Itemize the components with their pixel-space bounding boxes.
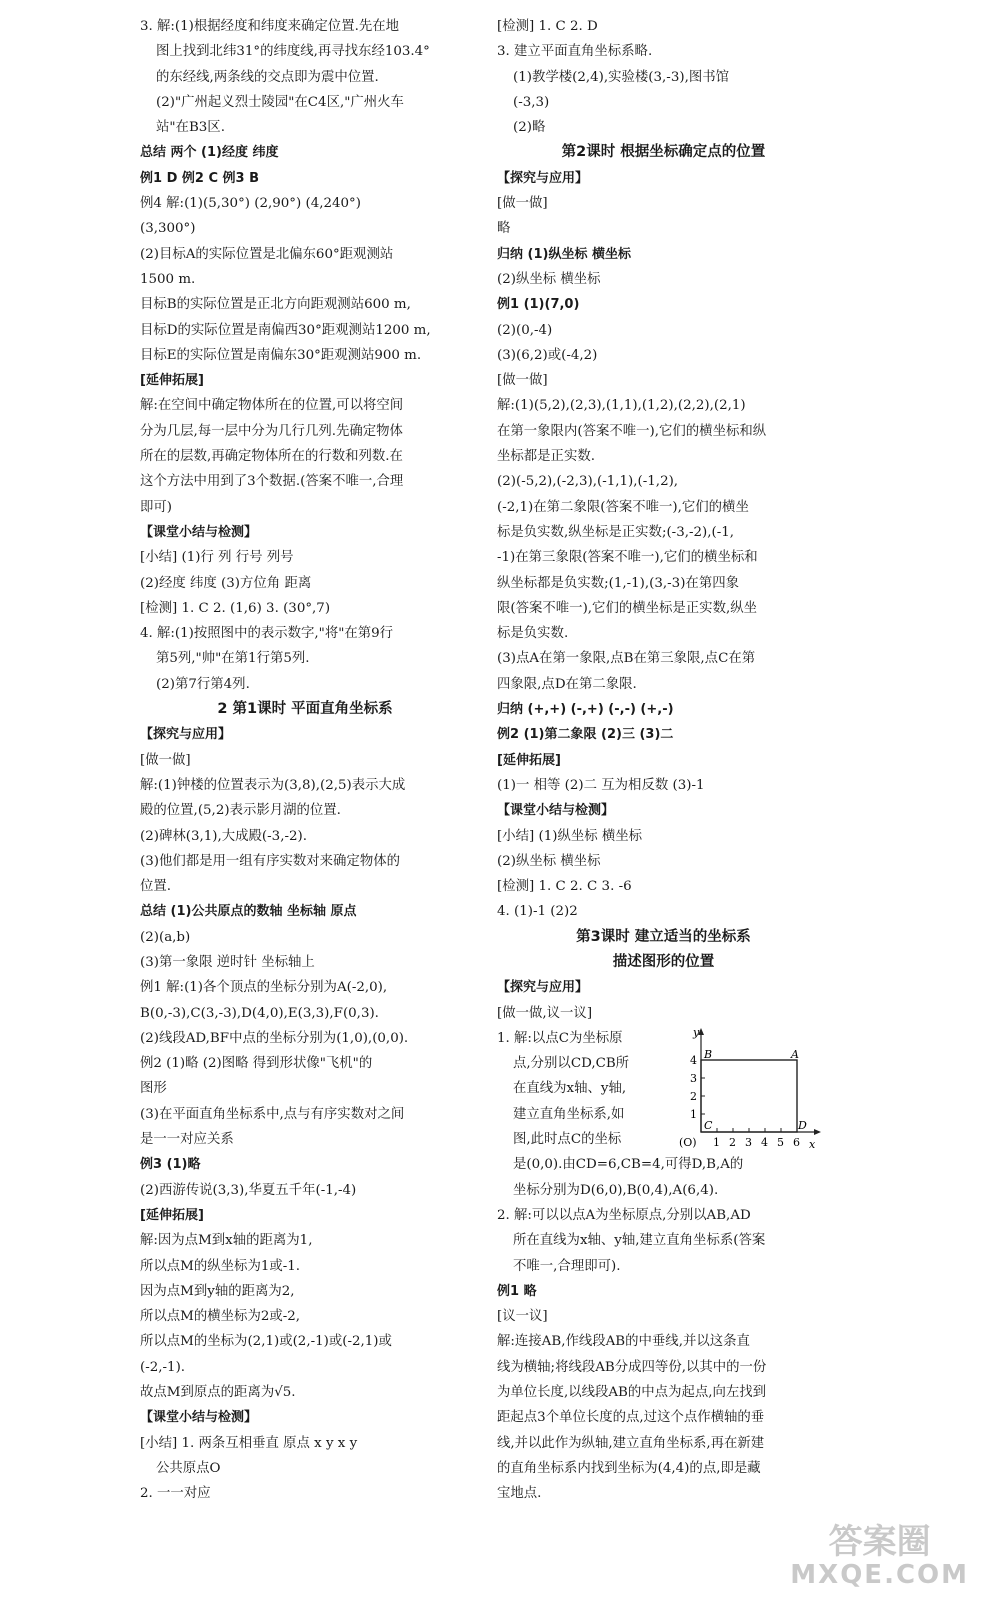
text-line: (3)在平面直角坐标系中,点与有序实数对之间 [140,1106,405,1122]
text-line: 图上找到北纬31°的纬度线,再寻找东经103.4° [156,44,430,60]
point-A-label: A [791,1047,799,1061]
text-line: 3. 解:(1)根据经度和纬度来确定位置.先在地 [140,19,400,34]
text-line: 在第一象限内(答案不唯一),它们的横坐标和纵 [497,423,767,439]
text-line: (2)纵坐标 横坐标 [497,271,601,287]
text-line: 总结 (1)公共原点的数轴 坐标轴 原点 [140,904,357,920]
text-line: 4. 解:(1)按照图中的表示数字,"将"在第9行 [140,626,394,642]
x-axis-arrow [814,1129,821,1135]
text-line: [小结] (1)纵坐标 横坐标 [497,828,643,844]
text-line: (2)碑林(3,1),大成殿(-3,-2). [140,828,307,844]
text-line: 坐标都是正实数. [497,449,595,465]
text-line: 殿的位置,(5,2)表示影月湖的位置. [140,803,341,819]
text-line: (3)他们都是用一组有序实数对来确定物体的 [140,853,400,869]
text-line: 3. 建立平面直角坐标系略. [497,44,653,60]
text-line: 例1 (1)(7,0) [497,297,580,313]
text-line: 2. 解:可以以点A为坐标原点,分别以AB,AD [497,1207,751,1223]
text-line: 例4 解:(1)(5,30°) (2,90°) (4,240°) [140,196,361,212]
right-column-top [497,14,830,1026]
text-line: 标是负实数,纵坐标是正实数;(-3,-2),(-1, [497,524,735,540]
text-line: [小结] (1)行 列 行号 列号 [140,550,294,566]
text-line: 限(答案不唯一),它们的横坐标是正实数,纵坐 [497,600,757,616]
text-line: 第5列,"帅"在第1行第5列. [156,651,310,667]
text-line: 图,此时点C的坐标 [513,1132,622,1148]
x-tick-label: 3 [745,1135,752,1149]
y-axis-label: y [693,1025,700,1039]
text-line: 位置. [140,879,172,895]
section-heading: 2 第1课时 平面直角坐标系 [217,701,393,718]
watermark-url: MXQE.COM [790,1560,969,1591]
text-line: 【课堂小结与检测】 [140,1410,258,1426]
text-line: (2)(0,-4) [497,322,553,338]
text-line: (3)第一象限 逆时针 坐标轴上 [140,954,315,970]
text-line: 坐标分别为D(6,0),B(0,4),A(6,4). [513,1182,719,1198]
text-line: 总结 两个 (1)经度 纬度 [140,145,279,161]
y-tick-label: 1 [690,1107,697,1121]
x-tick-label: 4 [761,1135,768,1149]
text-line: 2. 一一对应 [140,1486,211,1502]
text-line: 例3 (1)略 [140,1157,201,1173]
text-line: 标是负实数. [497,626,569,642]
text-line: (2)线段AD,BF中点的坐标分别为(1,0),(0,0). [140,1030,409,1046]
text-line: 目标D的实际位置是南偏西30°距观测站1200 m, [140,322,431,338]
text-line: 1. 解:以点C为坐标原 [497,1030,623,1046]
text-line: 所在的层数,再确定物体所在的行数和列数.在 [140,449,403,465]
y-tick-label: 3 [690,1071,697,1085]
text-line: 所以点M的纵坐标为1或-1. [140,1258,301,1274]
watermark-logo-text: 答案圈 [828,1522,931,1563]
text-line: [做一做,议一议] [497,1005,593,1021]
text-line: 这个方法中用到了3个数据.(答案不唯一,合理 [140,474,404,490]
text-line: 解:因为点M到x轴的距离为1, [140,1233,313,1249]
text-line: 【探究与应用】 [497,170,589,186]
text-line: (-2,-1). [140,1359,186,1375]
text-line: (2)略 [513,120,546,136]
text-line: [检测] 1. C 2. (1,6) 3. (30°,7) [140,600,331,616]
text-line: (2)目标A的实际位置是北偏东60°距观测站 [140,246,394,262]
text-line: 例1 略 [497,1283,537,1299]
y-tick-label: 2 [690,1089,697,1103]
text-line: 的直角坐标系内找到坐标为(4,4)的点,即是藏 [497,1460,761,1476]
text-line: (3)点A在第一象限,点B在第三象限,点C在第 [497,651,756,667]
text-line: (2)(-5,2),(-2,3),(-1,1),(-1,2), [497,474,679,490]
text-line: 线为横轴;将线段AB分成四等份,以其中的一份 [497,1359,767,1375]
point-D-label: D [798,1118,807,1132]
text-line: [延伸拓展] [497,752,561,768]
text-line: [做一做] [140,752,191,768]
text-line: 四象限,点D在第二象限. [497,676,637,692]
text-line: 是(0,0).由CD=6,CB=4,可得D,B,A的 [513,1157,744,1173]
text-line: [检测] 1. C 2. D [497,19,598,34]
text-line: 不唯一,合理即可). [513,1258,621,1274]
text-line: [做一做] [497,373,548,389]
text-line: 在直线为x轴、y轴, [513,1081,627,1097]
text-line: 图形 [140,1081,167,1097]
text-line: [延伸拓展] [140,1207,204,1223]
text-line: 【课堂小结与检测】 [497,803,615,819]
text-line: 【探究与应用】 [497,980,589,996]
text-line: 归纳 (+,+) (-,+) (-,-) (+,-) [497,702,674,718]
text-line: 例1 D 例2 C 例3 B [140,170,260,186]
y-tick-label: 4 [690,1053,697,1067]
text-line: (2)第7行第4列. [156,676,250,692]
text-line: 例2 (1)略 (2)图略 得到形状像"飞机"的 [140,1056,373,1072]
section-heading: 描述图形的位置 [612,953,715,970]
text-line: 分为几层,每一层中分为几行几列.先确定物体 [140,423,403,439]
text-line: 解:(1)(5,2),(2,3),(1,1),(1,2),(2,2),(2,1) [497,398,746,414]
left-column [140,14,470,1507]
text-line: 略 [497,221,511,237]
right-column [497,14,830,1507]
text-line: 为单位长度,以线段AB的中点为起点,向左找到 [497,1385,767,1401]
text-line: (2)西游传说(3,3),华夏五千年(-1,-4) [140,1182,357,1198]
watermark [790,1524,969,1590]
figure-wrapped-text [497,1026,687,1152]
coordinate-figure-block [497,1026,830,1152]
text-line: 目标B的实际位置是正北方向距观测站600 m, [140,297,411,313]
text-line: 解:连接AB,作线段AB的中垂线,并以这条直 [497,1334,750,1350]
x-tick-label: 6 [793,1135,800,1149]
text-line: 的东经线,两条线的交点即为震中位置. [156,69,379,85]
text-line: 点,分别以CD,CB所 [513,1056,630,1072]
text-line: (3,300°) [140,221,196,237]
text-line: (3)(6,2)或(-4,2) [497,347,598,363]
text-line: 纵坐标都是负实数;(1,-1),(3,-3)在第四象 [497,575,739,591]
text-line: [检测] 1. C 2. C 3. -6 [497,879,632,895]
x-tick-label: 1 [713,1135,720,1149]
text-line: 故点M到原点的距离为√5. [140,1385,296,1401]
text-line: 建立直角坐标系,如 [513,1106,625,1122]
text-line: 例1 解:(1)各个顶点的坐标分别为A(-2,0), [140,980,388,996]
text-line: 宝地点. [497,1486,542,1502]
text-line: (1)一 相等 (2)二 互为相反数 (3)-1 [497,777,705,793]
section-heading: 第2课时 根据坐标确定点的位置 [561,144,766,161]
right-column-bottom [497,1152,830,1506]
text-line: (-2,1)在第二象限(答案不唯一),它们的横坐 [497,499,749,515]
text-line: 【探究与应用】 [140,727,232,743]
text-line: (-3,3) [513,94,550,110]
text-line: 所在直线为x轴、y轴,建立直角坐标系(答案 [513,1233,766,1249]
text-line: 目标E的实际位置是南偏东30°距观测站900 m. [140,347,422,363]
origin-label: (O) [679,1135,697,1149]
text-line: 距起点3个单位长度的点,过这个点作横轴的垂 [497,1410,765,1426]
text-line: B(0,-3),C(3,-3),D(4,0),E(3,3),F(0,3). [140,1005,379,1021]
text-line: 1500 m. [140,271,196,287]
text-line: 归纳 (1)纵坐标 横坐标 [497,246,631,262]
text-line: 因为点M到y轴的距离为2, [140,1283,295,1299]
point-B-label: B [704,1047,713,1061]
text-line: [做一做] [497,196,548,212]
x-axis-label: x [809,1137,816,1151]
x-tick-label: 5 [777,1135,784,1149]
rectangle-ABCD [701,1060,797,1132]
section-heading: 第3课时 建立适当的坐标系 [576,928,751,945]
text-line: (2)"广州起义烈士陵园"在C4区,"广州火车 [156,94,404,110]
text-line: 解:在空间中确定物体所在的位置,可以将空间 [140,398,404,414]
x-tick-label: 2 [729,1135,736,1149]
text-line: 4. (1)-1 (2)2 [497,904,578,920]
text-line: [小结] 1. 两条互相垂直 原点 x y x y [140,1435,358,1451]
text-line: 是一一对应关系 [140,1132,234,1148]
coordinate-diagram [679,1025,822,1152]
text-line: (2)纵坐标 横坐标 [497,853,601,869]
text-line: 即可) [140,499,173,515]
text-line: 【课堂小结与检测】 [140,524,258,540]
text-line: (1)教学楼(2,4),实验楼(3,-3),图书馆 [513,69,730,85]
text-line: 解:(1)钟楼的位置表示为(3,8),(2,5)表示大成 [140,777,406,793]
text-line: 公共原点O [156,1460,221,1476]
text-line: -1)在第三象限(答案不唯一),它们的横坐标和 [497,550,758,566]
text-line: [议一议] [497,1309,548,1325]
point-C-label: C [704,1118,713,1132]
text-line: (2)经度 纬度 (3)方位角 距离 [140,575,312,591]
text-line: 所以点M的坐标为(2,1)或(2,-1)或(-2,1)或 [140,1334,392,1350]
text-line: 所以点M的横坐标为2或-2, [140,1309,301,1325]
text-line: 站"在B3区. [156,120,225,136]
text-line: (2)(a,b) [140,929,191,945]
text-line: [延伸拓展] [140,373,204,389]
text-line: 线,并以此作为纵轴,建立直角坐标系,再在新建 [497,1435,765,1451]
text-line: 例2 (1)第二象限 (2)三 (3)二 [497,727,674,743]
